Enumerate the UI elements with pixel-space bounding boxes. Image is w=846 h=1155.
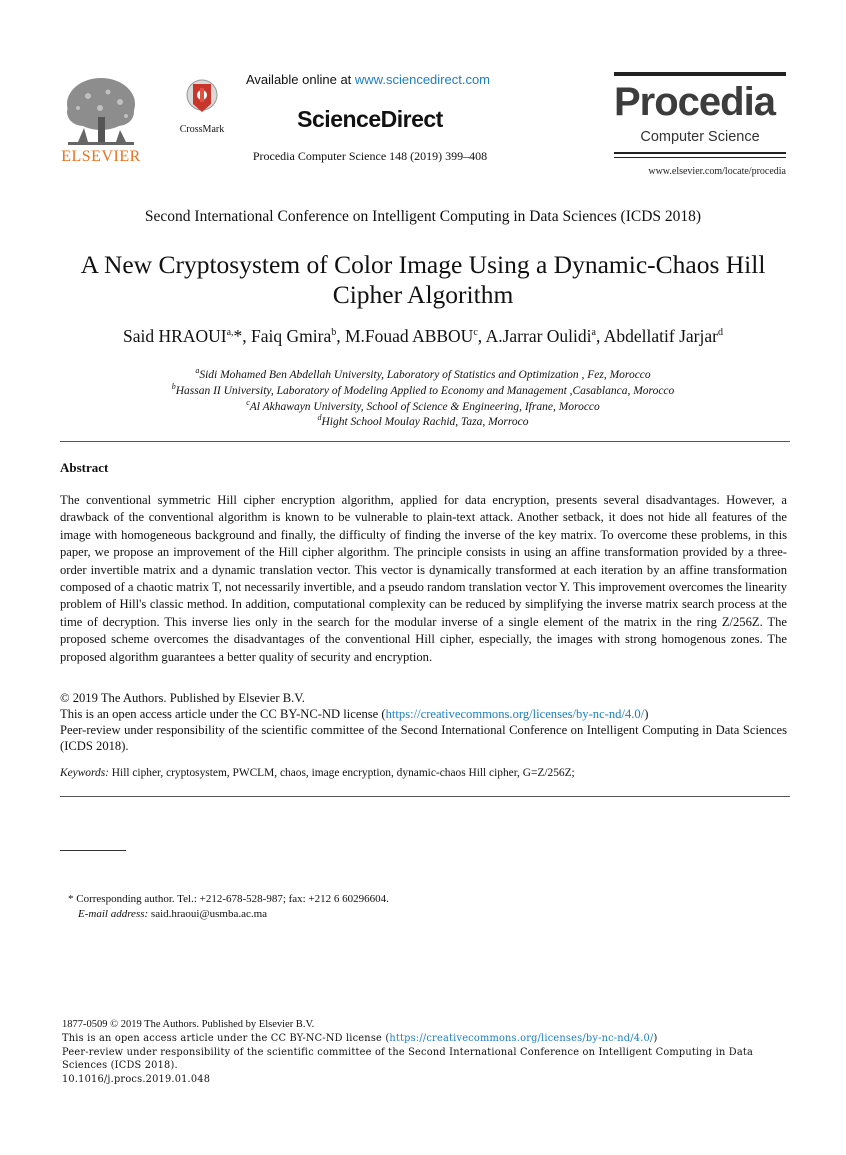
bottom-publication-info bbox=[62, 1018, 789, 1087]
procedia-url[interactable]: www.elsevier.com/locate/procedia bbox=[648, 166, 786, 177]
corresponding-mark: * bbox=[233, 326, 243, 346]
affiliation-mark: d bbox=[317, 413, 322, 422]
abstract-heading: Abstract bbox=[60, 460, 109, 475]
conference-name: Second International Conference on Intelligent Computing in Data Sciences (ICDS 2018) bbox=[144, 208, 702, 225]
peer-review-line: Peer-review under responsibility of the scientific committee of the Second International Conference on Intelligent Computing in Data Sciences (ICDS 2018). bbox=[60, 723, 787, 753]
author: A.Jarrar Oulidi bbox=[485, 326, 592, 346]
affiliation-text: Hassan II University, Laboratory of Modeling Applied to Economy and Management ,Casablanca, Morocco bbox=[175, 384, 675, 397]
procedia-rule-mid-thin bbox=[614, 157, 786, 158]
corresponding-author-contact: * Corresponding author. Tel.: +212-678-528-987; fax: +212 6 60296604. bbox=[68, 893, 389, 905]
bottom-license-link[interactable]: https://creativecommons.org/licenses/by-nc-nd/4.0/ bbox=[389, 1032, 654, 1044]
author-affiliation-mark: b bbox=[331, 327, 337, 339]
affiliation-mark: a bbox=[195, 366, 200, 375]
paper-title-line-1: A New Cryptosystem of Color Image Using a Dynamic-Chaos Hill bbox=[80, 250, 766, 279]
affiliation bbox=[40, 413, 806, 428]
sciencedirect-logo: ScienceDirect bbox=[297, 106, 443, 132]
email-line bbox=[68, 907, 768, 922]
affiliation-mark: c bbox=[246, 398, 250, 407]
bottom-license-text: This is an open access article under the CC BY-NC-ND license ( bbox=[62, 1032, 390, 1044]
crossmark-badge[interactable] bbox=[172, 78, 232, 134]
elsevier-wordmark: ELSEVIER bbox=[61, 148, 141, 165]
bottom-peer-review: Peer-review under responsibility of the scientific committee of the Second International Conference on Intelligent Computing in Data Sciences (ICDS 2018). bbox=[62, 1046, 754, 1072]
bottom-license-close: ) bbox=[653, 1032, 658, 1044]
author: Abdellatif Jarjar bbox=[603, 326, 718, 346]
keywords-text: Hill cipher, cryptosystem, PWCLM, chaos, image encryption, dynamic-chaos Hill cipher, G=Z/256Z; bbox=[111, 767, 575, 779]
affiliation bbox=[40, 366, 806, 381]
author-affiliation-mark: c bbox=[473, 327, 478, 339]
procedia-title: Procedia bbox=[614, 80, 775, 124]
affiliation-text: Hight School Moulay Rachid, Taza, Morroco bbox=[321, 415, 529, 428]
author: Said HRAOUI bbox=[123, 326, 227, 346]
available-online-label: Available online at bbox=[246, 72, 355, 87]
divider bbox=[60, 796, 790, 797]
procedia-logo bbox=[614, 72, 786, 182]
procedia-rule-top bbox=[614, 72, 786, 76]
author: Faiq Gmira bbox=[251, 326, 332, 346]
elsevier-logo bbox=[58, 72, 144, 167]
author: M.Fouad ABBOU bbox=[344, 326, 474, 346]
paper-title-line-2: Cipher Algorithm bbox=[332, 280, 514, 309]
procedia-rule-mid bbox=[614, 152, 786, 154]
affiliation-text: Al Akhawayn University, School of Science & Engineering, Ifrane, Morocco bbox=[249, 400, 600, 413]
email-label: E-mail address: bbox=[78, 908, 149, 920]
sciencedirect-link[interactable]: www.sciencedirect.com bbox=[354, 72, 491, 87]
author-list: Said $HRAOUI^{a,}*$, Faiq Gmira$^b$, M.Fouad ABBOU$^c$, A.Jarrar Oulidi$^a$, Abdellatif Jarjar$^d$ bbox=[123, 326, 723, 346]
abstract-body: The conventional symmetric Hill cipher encryption algorithm, applied for data encryption, presents several disadvantages. However, a drawback of the conventional algorithm is known to be vulnerable to plain-text attack. Another setback, it does not hide all features of the image with homogeneous background and finally, the difficulty of finding the inverse of the key matrix. To overcome these problems, in this paper, we propose an improvement of the Hill cipher algorithm. The principle consists in using an affine transformation provided by a three-order invertible matrix and a dynamic translation vector. This vector is dynamically transformed at each iteration by an affine transformation composed of a chaotic matrix T, not necessarily invertible, and a pseudo random translation vector Y. This improvement overcomes the linearity problem of Hill's classic method. In addition, computational complexity can be reduced by simplifying the inverse matrix search process at the time of decryption. This inverse lies only in the search for the modular inverse of a single element of the matrix in the ring Z/256Z. The proposed scheme overcomes the disadvantages of the conventional Hill cipher, especially, the images with strong homogenous zones. The proposed algorithm guarantees a better quality of security and encryption. bbox=[60, 493, 787, 664]
author-affiliation-mark: a bbox=[591, 327, 596, 339]
crossmark-label: CrossMark bbox=[179, 124, 225, 135]
divider bbox=[60, 441, 790, 442]
keywords-label: Keywords: bbox=[60, 767, 109, 779]
doi[interactable]: 10.1016/j.procs.2019.01.048 bbox=[62, 1074, 211, 1086]
copyright-line: © 2019 The Authors. Published by Elsevier B.V. bbox=[60, 691, 305, 705]
license-link[interactable]: https://creativecommons.org/licenses/by-nc-nd/4.0/ bbox=[385, 707, 645, 721]
crossmark-icon bbox=[185, 78, 219, 122]
bottom-license-line bbox=[62, 1032, 789, 1046]
procedia-subtitle: Computer Science bbox=[640, 129, 760, 145]
affiliation bbox=[40, 382, 806, 397]
license-line bbox=[60, 707, 787, 723]
email-address[interactable]: said.hraoui@usmba.ac.ma bbox=[150, 908, 268, 920]
corresponding-author-note bbox=[68, 892, 768, 922]
keywords bbox=[60, 767, 787, 779]
author-affiliation-mark: d bbox=[717, 327, 723, 339]
affiliation-mark: b bbox=[171, 382, 176, 391]
affiliation-text: Sidi Mohamed Ben Abdellah University, Laboratory of Statistics and Optimization , Fez, Morocco bbox=[199, 368, 651, 381]
license-text: This is an open access article under the CC BY-NC-ND license ( bbox=[60, 707, 386, 721]
available-online bbox=[246, 72, 596, 87]
license-close: ) bbox=[644, 707, 649, 721]
author-affiliation-mark: a, bbox=[226, 327, 234, 339]
journal-reference: Procedia Computer Science 148 (2019) 399–408 bbox=[252, 149, 488, 163]
paper-title bbox=[40, 250, 806, 310]
issn-line: 1877-0509 © 2019 The Authors. Published by Elsevier B.V. bbox=[62, 1019, 315, 1030]
affiliation bbox=[40, 398, 806, 413]
footnote-rule bbox=[60, 850, 126, 851]
